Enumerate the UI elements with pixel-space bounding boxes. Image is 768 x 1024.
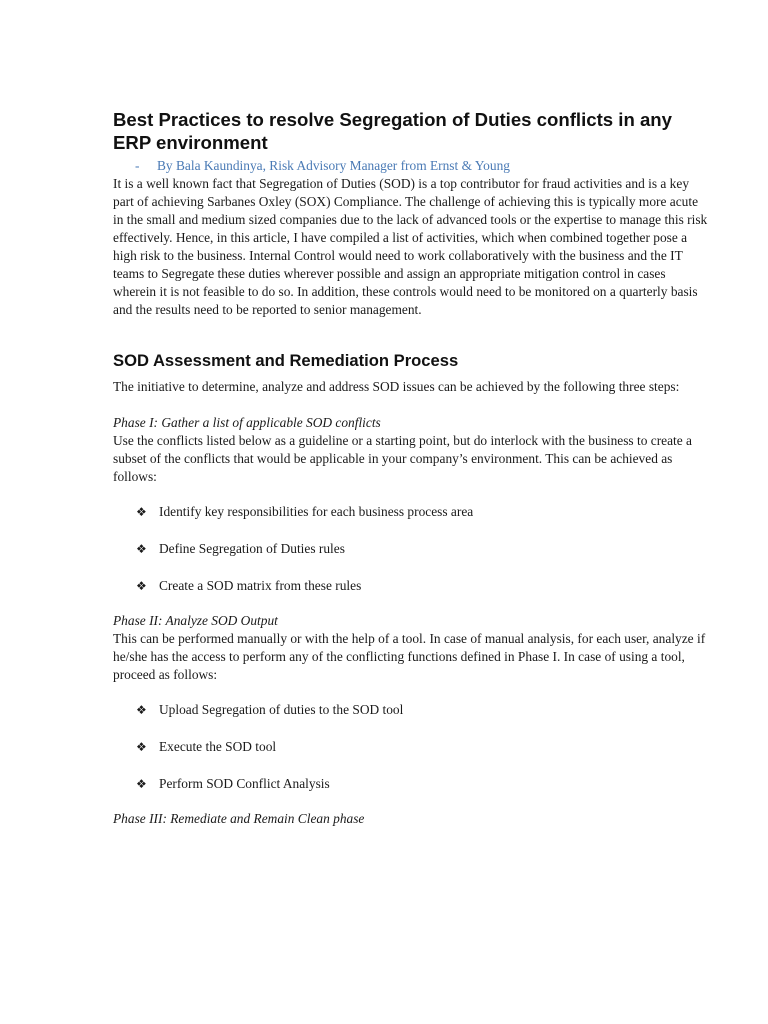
list-item-text: Create a SOD matrix from these rules bbox=[159, 578, 362, 593]
diamond-bullet-icon: ❖ bbox=[136, 579, 147, 593]
phase1-heading: Phase I: Gather a list of applicable SOD conflicts bbox=[113, 415, 381, 430]
document-title: Best Practices to resolve Segregation of Duties conflicts in any ERP environment bbox=[113, 109, 673, 153]
list-item bbox=[136, 775, 708, 793]
byline-dash: - bbox=[135, 158, 140, 173]
diamond-bullet-icon: ❖ bbox=[136, 777, 147, 791]
intro-paragraph: It is a well known fact that Segregation of Duties (SOD) is a top contributor for fraud activities and is a key part of achieving Sarbanes Oxley (SOX) Compliance. The challenge of achieving this is typically more acute in the small and medium sized companies due to the lack of advanced tools or the expertise to manage this risk effectively. Hence, in this article, I have compiled a list of activities, which when combined together pose a high risk to the business. Internal Control would need to work collaboratively with the business and the IT teams to Segregate these duties wherever possible and assign an appropriate mitigation control in cases wherein it is not feasible to do so. In addition, these controls would need to be monitored on a quarterly basis and the results need to be reported to senior management. bbox=[113, 176, 708, 317]
diamond-bullet-icon: ❖ bbox=[136, 505, 147, 519]
list-item bbox=[136, 701, 708, 719]
author-byline bbox=[113, 157, 708, 175]
list-item-text: Execute the SOD tool bbox=[159, 739, 277, 754]
section-intro: The initiative to determine, analyze and address SOD issues can be achieved by the following three steps: bbox=[113, 379, 680, 394]
list-item-text: Identify key responsibilities for each business process area bbox=[159, 504, 474, 519]
phase1-text: Use the conflicts listed below as a guideline or a starting point, but do interlock with the business to create a subset of the conflicts that would be applicable in your company’s environment. This can be achieved as follows: bbox=[113, 433, 693, 484]
diamond-bullet-icon: ❖ bbox=[136, 740, 147, 754]
list-item-text: Upload Segregation of duties to the SOD tool bbox=[159, 702, 404, 717]
phase2-bullet-list bbox=[113, 701, 708, 793]
diamond-bullet-icon: ❖ bbox=[136, 542, 147, 556]
byline-text: By Bala Kaundinya, Risk Advisory Manager from Ernst & Young bbox=[157, 158, 510, 173]
list-item bbox=[136, 503, 708, 521]
list-item bbox=[136, 540, 708, 558]
phase1-bullet-list bbox=[113, 503, 708, 595]
list-item-text: Perform SOD Conflict Analysis bbox=[159, 776, 330, 791]
list-item-text: Define Segregation of Duties rules bbox=[159, 541, 345, 556]
list-item bbox=[136, 577, 708, 595]
section-heading: SOD Assessment and Remediation Process bbox=[113, 351, 459, 370]
phase2-text: This can be performed manually or with the help of a tool. In case of manual analysis, for each user, analyze if he/she has the access to perform any of the conflicting functions defined in Phase I. In case of using a tool, proceed as follows: bbox=[113, 631, 706, 682]
diamond-bullet-icon: ❖ bbox=[136, 703, 147, 717]
phase3-heading: Phase III: Remediate and Remain Clean phase bbox=[113, 811, 365, 826]
list-item bbox=[136, 738, 708, 756]
phase2-heading: Phase II: Analyze SOD Output bbox=[113, 613, 278, 628]
